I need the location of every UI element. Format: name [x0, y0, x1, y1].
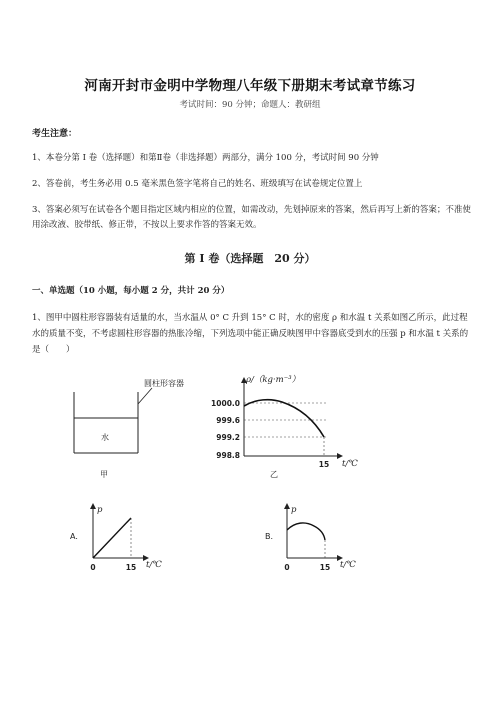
figure-jia — [74, 378, 184, 479]
notice-item-1: 1、本卷分第 I 卷（选择题）和第Ⅱ卷（非选择题）两部分，满分 100 分，考试时间 90 分钟 — [32, 153, 379, 163]
option-a-line — [93, 518, 131, 558]
option-b-x-tick-0: 0 — [284, 563, 290, 572]
option-b-x-label: t/℃ — [340, 560, 356, 570]
yi-x-tick-15: 15 — [318, 460, 330, 469]
exam-info: 考试时间：90 分钟；命题人：教研组 — [179, 100, 321, 110]
container-label: 圆柱形容器 — [144, 379, 184, 388]
yi-y-tick-998-8: 998.8 — [216, 451, 240, 460]
yi-y-axis-label: ρ/（kg·m⁻³） — [246, 375, 301, 385]
page-title: 河南开封市金明中学物理八年级下册期末考试章节练习 — [84, 78, 416, 94]
option-b-x-tick-15: 15 — [319, 563, 331, 572]
option-b-graph — [265, 505, 356, 572]
label-leader — [138, 388, 152, 404]
option-a-y-label: p — [97, 505, 103, 515]
yi-y-tick-1000: 1000.0 — [211, 399, 240, 408]
option-a-x-label: t/℃ — [146, 560, 162, 570]
option-b-y-label: p — [291, 505, 297, 515]
option-a-x-tick-15: 15 — [125, 563, 137, 572]
water-label: 水 — [101, 433, 109, 442]
option-b-label: B. — [265, 532, 274, 541]
notice-item-3: 3、答案必须写在试卷各个题目指定区域内相应的位置，如需改动，先划掉原来的答案，然后再写上新的答案；不准使用涂改液、胶带纸、修正带，不按以上要求作答的答案无效。 — [32, 205, 471, 230]
option-a-label: A. — [70, 532, 78, 541]
question-1-text: 1、图甲中圆柱形容器装有适量的水，当水温从 0° C 升到 15° C 时，水的密度 ρ 和水温 t 关系如图乙所示，此过程水的质量不变，不考虑圆柱形容器的热胀冷缩，下列选项中能正确反映图甲中容器底受到水的压强 p 和水温 t 关系的是（ ） — [32, 313, 469, 355]
figure-yi — [211, 374, 358, 479]
caption-yi: 乙 — [270, 470, 278, 479]
option-a-x-tick-0: 0 — [90, 563, 96, 572]
density-curve — [244, 400, 324, 437]
notice-item-2: 2、答卷前，考生务必用 0.5 毫米黑色签字笔将自己的姓名、班级填写在试卷规定位置上 — [32, 179, 363, 189]
option-b-curve — [287, 523, 325, 540]
option-a-graph — [70, 505, 162, 572]
notice-heading: 考生注意： — [32, 129, 78, 139]
yi-y-tick-999-2: 999.2 — [216, 433, 240, 442]
yi-y-tick-999-6: 999.6 — [216, 416, 240, 425]
section-title: 第 I 卷（选择题 20 分） — [184, 252, 316, 265]
caption-jia: 甲 — [100, 470, 108, 479]
part-title: 一、单选题（10 小题，每小题 2 分，共计 20 分） — [32, 286, 230, 296]
yi-x-axis-label: t/℃ — [342, 459, 358, 469]
